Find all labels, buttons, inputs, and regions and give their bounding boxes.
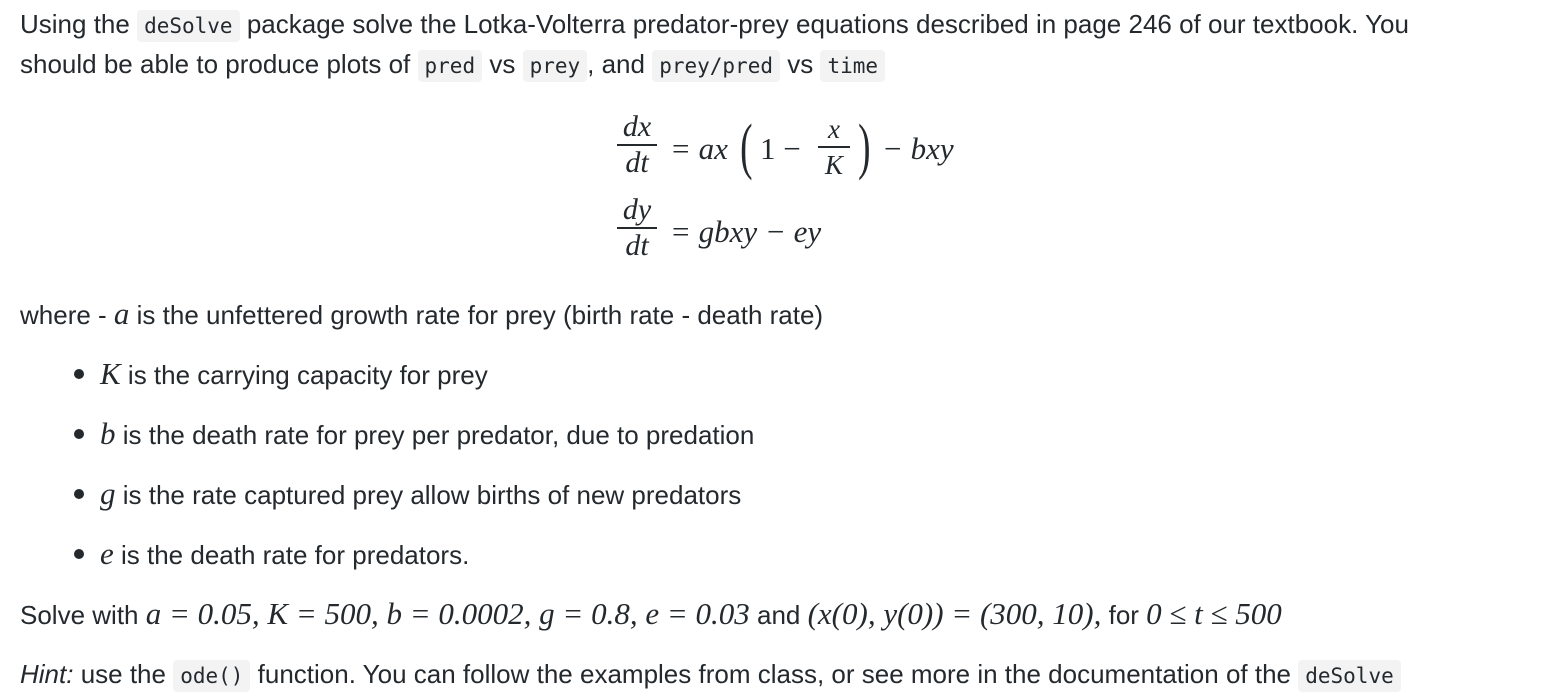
vs-text-2: vs <box>787 49 814 79</box>
eq1-inner-fraction <box>818 112 850 182</box>
eq2-lhs-den: dt <box>625 228 649 262</box>
eq1-lhs-num: dx <box>622 110 652 143</box>
solve-for: for <box>1101 600 1147 630</box>
code-prey: prey <box>523 50 588 82</box>
intro-text-b: package solve the Lotka-Volterra predator-prey equations described in page 246 of our textbook. You <box>246 9 1409 39</box>
eq1-rhs-a <box>670 131 728 167</box>
vs-text-1: vs <box>489 49 516 79</box>
where-line <box>20 294 823 335</box>
eq1-rhs-a-text: = ax <box>670 131 728 166</box>
eq1-inner-num: x <box>828 114 840 144</box>
list-item <box>100 414 754 455</box>
eq2-lhs-fraction <box>617 193 657 263</box>
intro-line-1 <box>20 4 1409 46</box>
where-text: is the unfettered growth rate for prey (birth rate - death rate) <box>129 300 824 330</box>
bullet-var: K <box>100 356 121 391</box>
bullet-dot <box>74 429 84 439</box>
bullet-text: is the rate captured prey allow births of new predators <box>115 480 742 510</box>
where-prefix: where - <box>20 300 114 330</box>
bullet-text: is the death rate for prey per predator, due to predation <box>115 420 755 450</box>
bullet-dot <box>74 549 84 559</box>
eq1-paren-close: ) <box>858 113 871 181</box>
eq1-paren-open: ( <box>740 113 753 181</box>
solve-initial-conditions: (x(0), y(0)) = (300, 10), <box>807 596 1102 631</box>
intro-text-c: should be able to produce plots of <box>20 49 411 79</box>
hint-text-b: function. You can follow the examples from class, or see more in the documentation of the <box>250 659 1299 689</box>
list-item <box>100 474 741 515</box>
hint-text-a: use the <box>73 659 174 689</box>
and-text: , and <box>587 49 645 79</box>
eq1-rhs-b: − bxy <box>882 131 954 166</box>
solve-params: a = 0.05, K = 500, b = 0.0002, g = 0.8, e = 0.03 <box>145 596 750 631</box>
hint-label: Hint: <box>20 659 74 689</box>
eq1-lhs-den: dt <box>625 145 649 179</box>
eq1-lhs-fraction <box>617 110 657 180</box>
eq2-rhs: = gbxy − ey <box>670 214 822 249</box>
code-pred: pred <box>418 50 483 82</box>
code-desolve: deSolve <box>137 10 240 42</box>
intro-text-a: Using the <box>20 9 130 39</box>
code-prey-pred: prey/pred <box>652 50 780 82</box>
eq2-lhs-num: dy <box>622 193 652 226</box>
list-item <box>100 354 488 395</box>
eq1-one-minus: 1 − <box>760 131 801 166</box>
eq1-inner-den: K <box>824 149 843 180</box>
solve-and: and <box>749 600 808 630</box>
bullet-dot <box>74 489 84 499</box>
bullet-text: is the death rate for predators. <box>113 540 470 570</box>
solve-line <box>20 594 1282 635</box>
bullet-dot <box>74 369 84 379</box>
intro-line-2 <box>20 44 885 86</box>
solve-time-range: 0 ≤ t ≤ 500 <box>1146 596 1282 631</box>
bullet-var: b <box>100 416 116 451</box>
code-time: time <box>820 50 885 82</box>
list-item <box>100 534 469 575</box>
code-desolve-hint: deSolve <box>1298 660 1401 692</box>
solve-prefix: Solve with <box>20 600 146 630</box>
bullet-var: g <box>100 476 116 511</box>
bullet-var: e <box>100 536 114 571</box>
hint-line <box>20 654 1401 696</box>
bullet-text: is the carrying capacity for prey <box>120 360 488 390</box>
code-ode: ode() <box>173 660 250 692</box>
where-var-a: a <box>113 296 130 331</box>
